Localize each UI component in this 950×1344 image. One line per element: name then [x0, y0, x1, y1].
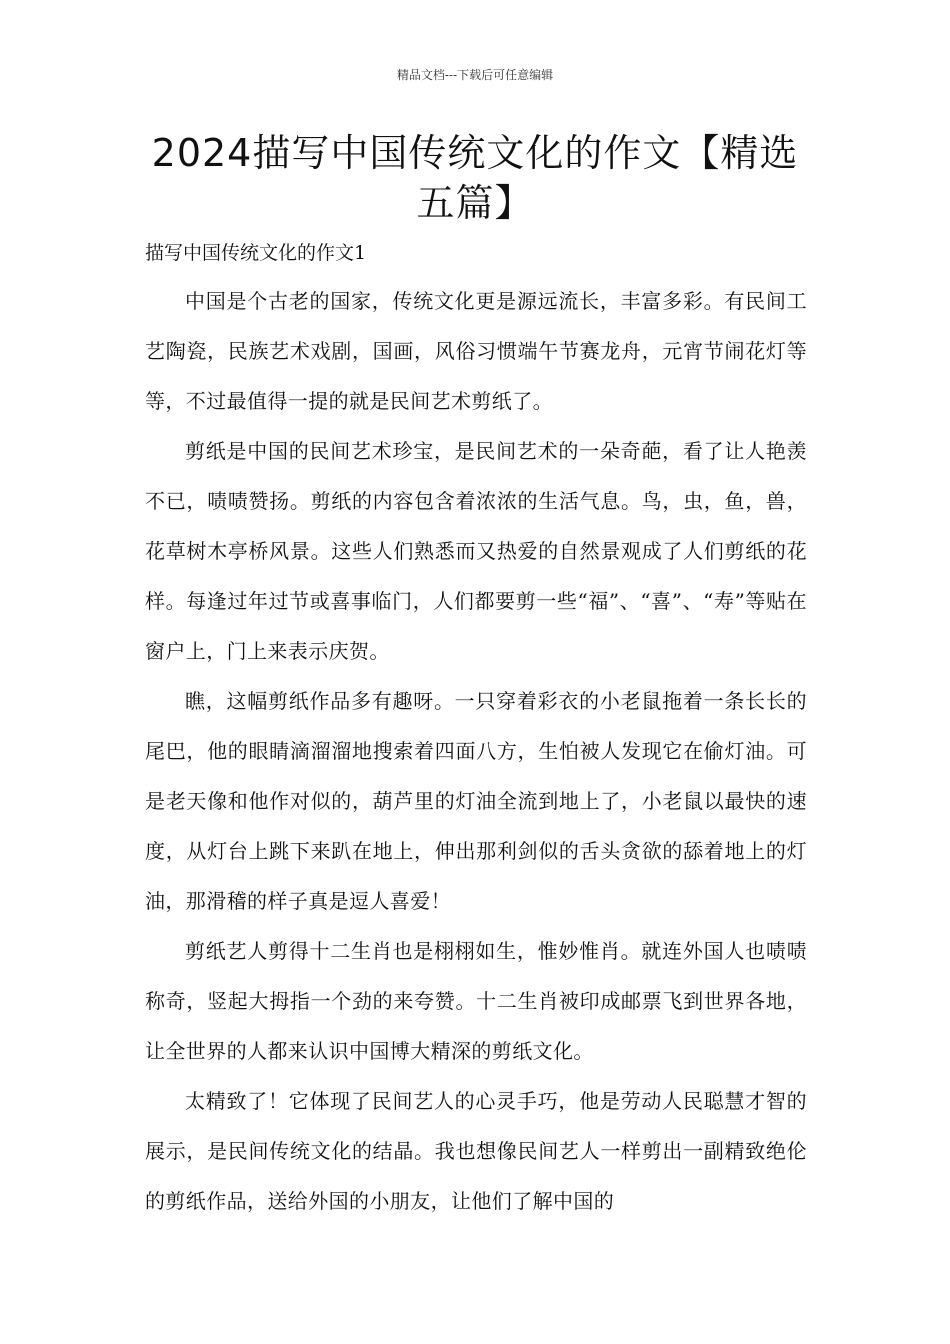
document-title: 2024描写中国传统文化的作文【精选五篇】 [151, 131, 799, 225]
essay-paragraph-2: 剪纸是中国的民间艺术珍宝，是民间艺术的一朵奇葩，看了让人艳羡不已，啧啧赞扬。剪纸的内容包含着浓浓的生活气息。鸟，虫，鱼，兽，花草树木亭桥风景。这些人们熟悉而又热爱的自然景观成了人们剪纸的花样。每逢过年过节或喜事临门，人们都要剪一些“福”、“喜”、“寿”等贴在窗户上，门上来表示庆贺。 [145, 439, 807, 663]
essay-paragraph-5: 太精致了！它体现了民间艺人的心灵手巧，他是劳动人民聪慧才智的展示，是民间传统文化的结晶。我也想像民间艺人一样剪出一副精致绝伦的剪纸作品，送给外国的小朋友，让他们了解中国的 [145, 1089, 807, 1213]
essay-paragraph-4: 剪纸艺人剪得十二生肖也是栩栩如生，惟妙惟肖。就连外国人也啧啧称奇，竖起大拇指一个劲的来夸赞。十二生肖被印成邮票飞到世界各地，让全世界的人都来认识中国博大精深的剪纸文化。 [145, 939, 807, 1063]
essay-paragraph-1: 中国是个古老的国家，传统文化更是源远流长，丰富多彩。有民间工艺陶瓷，民族艺术戏剧，国画，风俗习惯端午节赛龙舟，元宵节闹花灯等等，不过最值得一提的就是民间艺术剪纸了。 [145, 289, 807, 413]
header-note: 精品文档---下载后可任意编辑 [396, 68, 554, 82]
essay-body [145, 232, 807, 1226]
essay-heading: 描写中国传统文化的作文1 [145, 242, 367, 264]
essay-paragraph-3: 瞧，这幅剪纸作品多有趣呀。一只穿着彩衣的小老鼠拖着一条长长的尾巴，他的眼睛滴溜溜地搜索着四面八方，生怕被人发现它在偷灯油。可是老天像和他作对似的，葫芦里的灯油全流到地上了，小老鼠以最快的速度，从灯台上跳下来趴在地上，伸出那利剑似的舌头贪欲的舔着地上的灯油，那滑稽的样子真是逗人喜爱！ [145, 689, 807, 913]
